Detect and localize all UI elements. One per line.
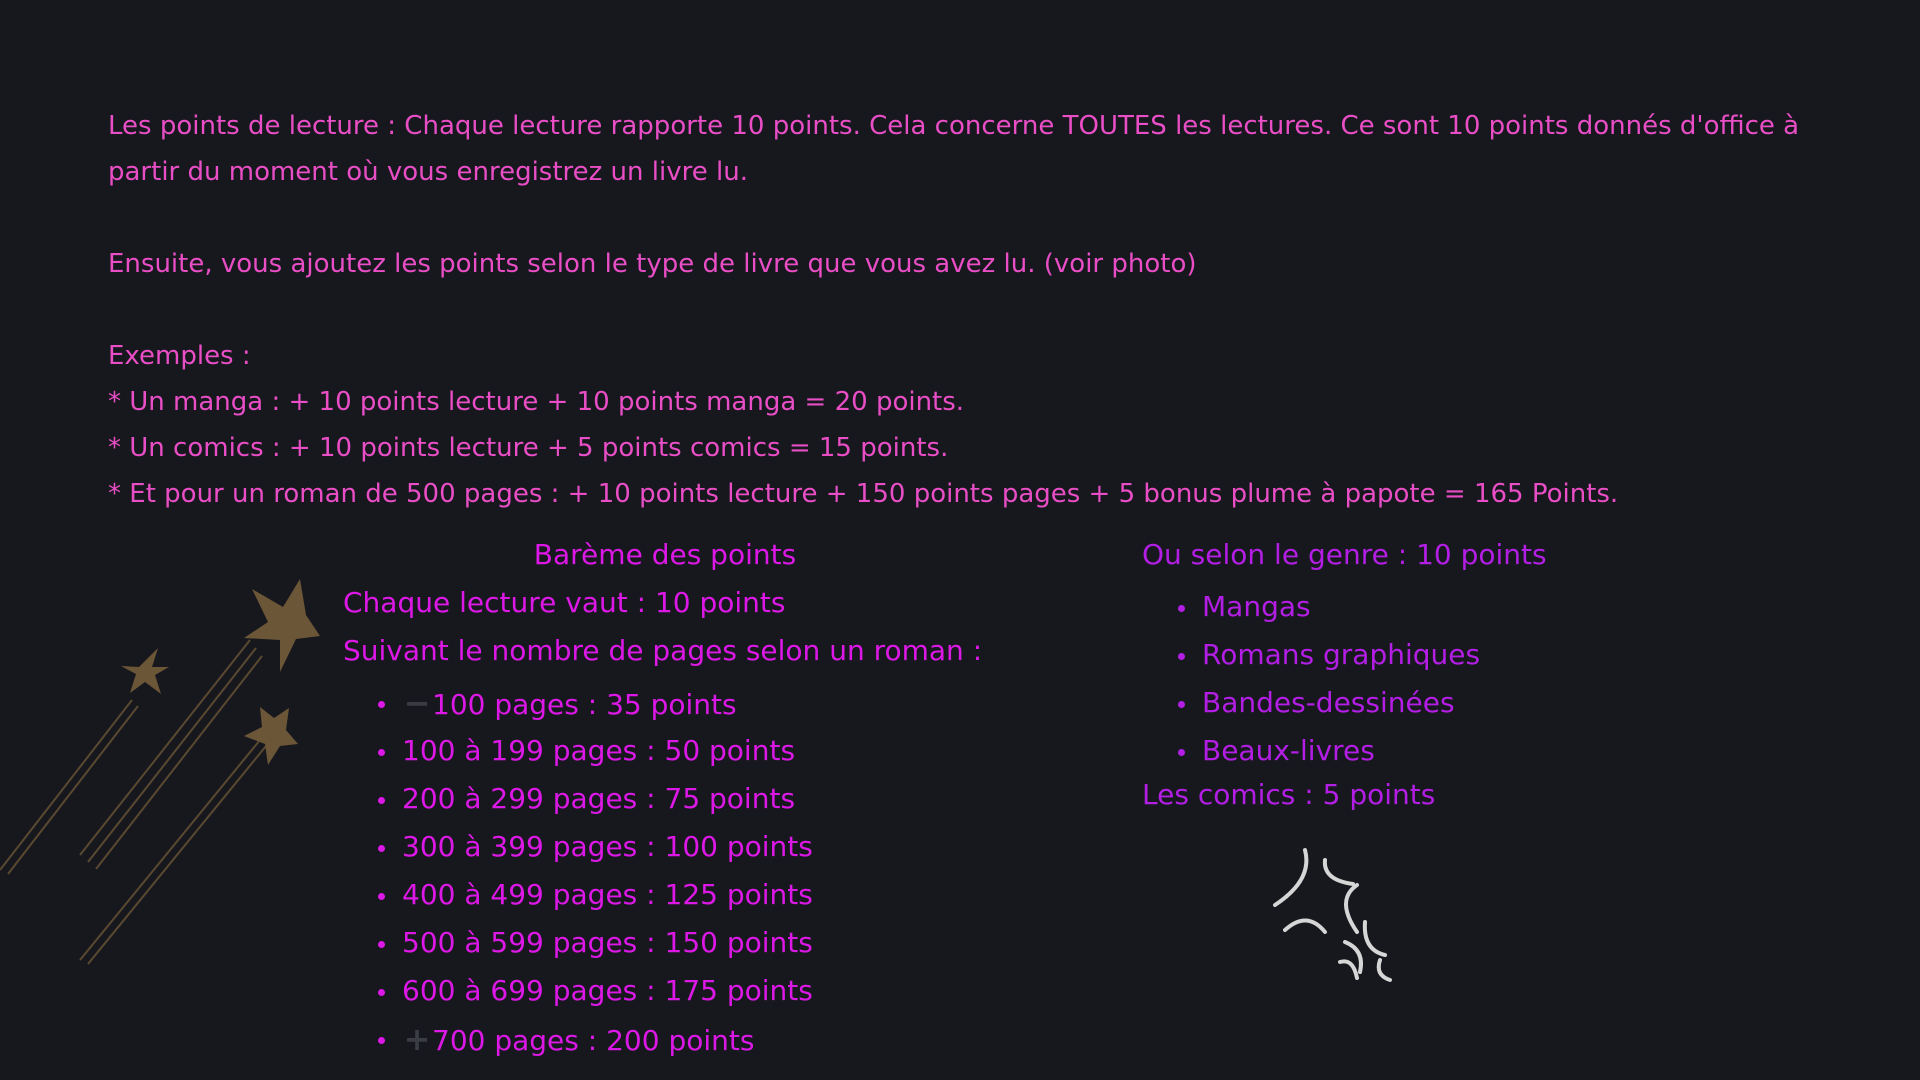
example-comics: * Un comics : + 10 points lecture + 5 points comics = 15 points. — [108, 433, 949, 463]
list-item — [376, 919, 813, 967]
list-item-label: 500 à 599 pages : 150 points — [402, 926, 813, 959]
list-item-label: 100 à 199 pages : 50 points — [402, 734, 796, 767]
shooting-stars-icon — [0, 570, 330, 970]
list-item — [376, 871, 813, 919]
list-item — [1176, 631, 1480, 679]
list-item — [1176, 583, 1480, 631]
list-item-label: 600 à 699 pages : 175 points — [402, 974, 813, 1007]
spacer — [108, 287, 1828, 333]
list-item — [376, 967, 813, 1015]
example-manga: * Un manga : + 10 points lecture + 10 points manga = 20 points. — [108, 387, 965, 417]
list-item — [376, 679, 813, 727]
list-item — [376, 823, 813, 871]
list-item-label: 300 à 399 pages : 100 points — [402, 830, 813, 863]
list-item-label: Mangas — [1202, 590, 1311, 623]
list-item — [1176, 679, 1480, 727]
minus-icon: − — [403, 684, 431, 722]
intro-text-block — [108, 103, 1828, 517]
list-item — [1176, 727, 1480, 775]
list-item — [376, 1015, 813, 1063]
list-item-label: 100 pages : 35 points — [432, 688, 737, 721]
plus-icon: + — [403, 1020, 431, 1058]
pages-heading: Suivant le nombre de pages selon un roman : — [343, 634, 983, 667]
genre-heading: Ou selon le genre : 10 points — [1142, 538, 1547, 571]
list-item-label: 700 pages : 200 points — [432, 1024, 755, 1057]
genre-list — [1176, 583, 1480, 775]
list-item-label: 400 à 499 pages : 125 points — [402, 878, 813, 911]
pages-points-list — [376, 679, 813, 1063]
list-item — [376, 727, 813, 775]
list-item-label: Beaux-livres — [1202, 734, 1375, 767]
example-roman: * Et pour un roman de 500 pages : + 10 points lecture + 150 points pages + 5 bonus plume à papote = 165 Points. — [108, 479, 1619, 509]
comics-line: Les comics : 5 points — [1142, 778, 1436, 811]
list-item-label: Romans graphiques — [1202, 638, 1481, 671]
list-item-label: Bandes-dessinées — [1202, 686, 1455, 719]
reading-points-paragraph: Les points de lecture : Chaque lecture rapporte 10 points. Cela concerne TOUTES les lectures. Ce sont 10 points donnés d'office à partir du moment où vous enregistrez un livre lu. — [108, 111, 1800, 187]
each-reading-line: Chaque lecture vaut : 10 points — [343, 586, 786, 619]
spacer — [108, 195, 1828, 241]
examples-label: Exemples : — [108, 341, 251, 371]
list-item-label: 200 à 299 pages : 75 points — [402, 782, 796, 815]
anger-mark-icon — [1265, 840, 1425, 1000]
list-item — [376, 775, 813, 823]
book-type-paragraph: Ensuite, vous ajoutez les points selon le type de livre que vous avez lu. (voir photo) — [108, 249, 1197, 279]
bareme-title: Barème des points — [533, 538, 797, 571]
